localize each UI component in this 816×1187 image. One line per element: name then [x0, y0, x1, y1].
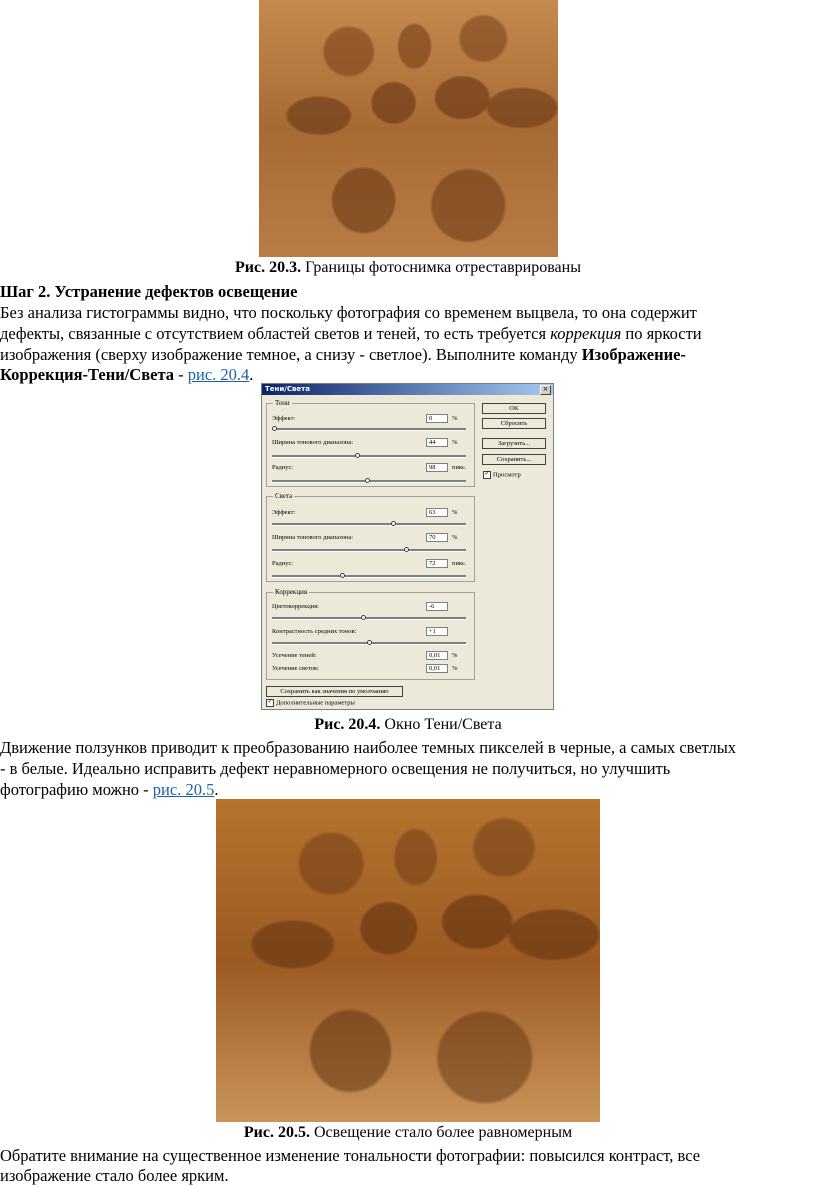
more-options-label: Дополнительные параметры: [276, 699, 355, 707]
step2-heading: Шаг 2. Устранение дефектов освещение: [0, 282, 298, 301]
black-clip-unit: %: [452, 652, 458, 659]
shadows-effect-field[interactable]: 0: [426, 414, 448, 423]
white-clip-field[interactable]: 0,01: [426, 664, 448, 673]
slider-thumb[interactable]: [272, 426, 277, 431]
figure-caption-20-4: Рис. 20.4. Окно Тени/Света: [314, 716, 502, 733]
slider-thumb[interactable]: [355, 453, 360, 458]
highlights-tonal-field[interactable]: 70: [426, 533, 448, 542]
para2-line-3: фотографию можно - рис. 20.5.: [0, 780, 219, 799]
highlights-tonal-label: Ширина тонового диапазона:: [272, 534, 354, 541]
step2-line-2: дефекты, связанные с отсутствием областей светов и теней, то есть требуется коррекция по яркости: [0, 324, 702, 343]
step2-line-1: Без анализа гистограммы видно, что поскольку фотография со временем выцвела, то она содержит: [0, 303, 697, 322]
link-fig-20-5[interactable]: рис. 20.5: [152, 780, 215, 799]
preview-checkbox[interactable]: [483, 471, 521, 479]
highlights-tonal-slider[interactable]: [272, 549, 466, 552]
slider-thumb[interactable]: [391, 521, 396, 526]
highlights-radius-slider[interactable]: [272, 575, 466, 578]
para2-line-2: - в белые. Идеально исправить дефект неравномерного освещения не получиться, но улучшить: [0, 759, 671, 778]
step2-line-4: Коррекция-Тени/Света - рис. 20.4.: [0, 365, 254, 384]
correction-group-label: Коррекция: [275, 588, 308, 596]
highlights-radius-unit: пикс.: [452, 560, 467, 567]
slider-thumb[interactable]: [361, 615, 366, 620]
shadows-radius-slider[interactable]: [272, 480, 466, 483]
white-clip-unit: %: [452, 665, 458, 672]
black-clip-field[interactable]: 0,01: [426, 651, 448, 660]
para3-line-1: Обратите внимание на существенное изменение тональности фотографии: повысился контраст, все: [0, 1146, 701, 1165]
corrected-photo-soldiers: [216, 799, 600, 1122]
midtone-contrast-slider[interactable]: [272, 642, 466, 645]
highlights-tonal-unit: %: [452, 534, 458, 541]
dialog-title: Тени/Света: [262, 384, 553, 395]
highlights-radius-field[interactable]: 72: [426, 559, 448, 568]
highlights-effect-field[interactable]: 63: [426, 508, 448, 517]
slider-thumb[interactable]: [404, 547, 409, 552]
slider-thumb[interactable]: [340, 573, 345, 578]
preview-label: Просмотр: [493, 471, 521, 479]
slider-thumb[interactable]: [367, 640, 372, 645]
shadows-effect-label: Эффект:: [272, 415, 296, 422]
save-default-button[interactable]: Сохранить как значения по умолчанию: [266, 686, 403, 697]
color-correction-slider[interactable]: [272, 617, 466, 620]
shadows-radius-unit: пикс.: [452, 464, 467, 471]
close-icon[interactable]: ×: [540, 385, 551, 395]
save-button[interactable]: Сохранить...: [482, 454, 546, 465]
more-options-check-icon[interactable]: ✓: [267, 699, 273, 705]
highlights-group-label: Света: [275, 492, 293, 500]
shadows-tonal-slider[interactable]: [272, 455, 466, 458]
shadows-radius-label: Радиус:: [272, 464, 294, 471]
white-clip-label: Усечение светов:: [272, 665, 319, 672]
figure-caption-20-3: Рис. 20.3. Границы фотоснимка отреставрированы: [235, 259, 581, 276]
shadows-tonal-label: Ширина тонового диапазона:: [272, 439, 354, 446]
color-correction-field[interactable]: -6: [426, 602, 448, 611]
shadows-tonal-field[interactable]: 44: [426, 438, 448, 447]
para3-line-2: изображение стало более ярким.: [0, 1166, 229, 1185]
load-button[interactable]: Загрузить...: [482, 438, 546, 449]
shadows-group-label: Тени: [275, 399, 290, 407]
midtone-contrast-field[interactable]: +1: [426, 627, 448, 636]
midtone-contrast-label: Контрастность средних тонов:: [272, 628, 357, 635]
para2-line-1: Движение ползунков приводит к преобразованию наиболее темных пикселей в черные, а самых светлых: [0, 738, 737, 757]
highlights-effect-unit: %: [452, 509, 458, 516]
reset-button[interactable]: Сбросить: [482, 418, 546, 429]
shadows-effect-slider[interactable]: [272, 428, 466, 431]
shadows-tonal-unit: %: [452, 439, 458, 446]
highlights-radius-label: Радиус:: [272, 560, 294, 567]
figure-caption-20-5: Рис. 20.5. Освещение стало более равномерным: [243, 1124, 573, 1141]
shadows-radius-field[interactable]: 98: [426, 463, 448, 472]
preview-check-icon[interactable]: ✓: [484, 471, 490, 477]
more-options-checkbox[interactable]: [266, 699, 355, 707]
shadows-effect-unit: %: [452, 415, 458, 422]
black-clip-label: Усечение теней:: [272, 652, 317, 659]
restored-photo-soldiers: [259, 0, 558, 257]
slider-thumb[interactable]: [365, 478, 370, 483]
highlights-effect-label: Эффект:: [272, 509, 296, 516]
ok-button[interactable]: OK: [482, 403, 546, 414]
color-correction-label: Цветокоррекция:: [272, 603, 319, 610]
step2-line-3: изображения (сверху изображение темное, а снизу - светлое). Выполните команду Изображение-: [0, 345, 686, 364]
link-fig-20-4[interactable]: рис. 20.4: [187, 365, 250, 384]
highlights-effect-slider[interactable]: [272, 523, 466, 526]
